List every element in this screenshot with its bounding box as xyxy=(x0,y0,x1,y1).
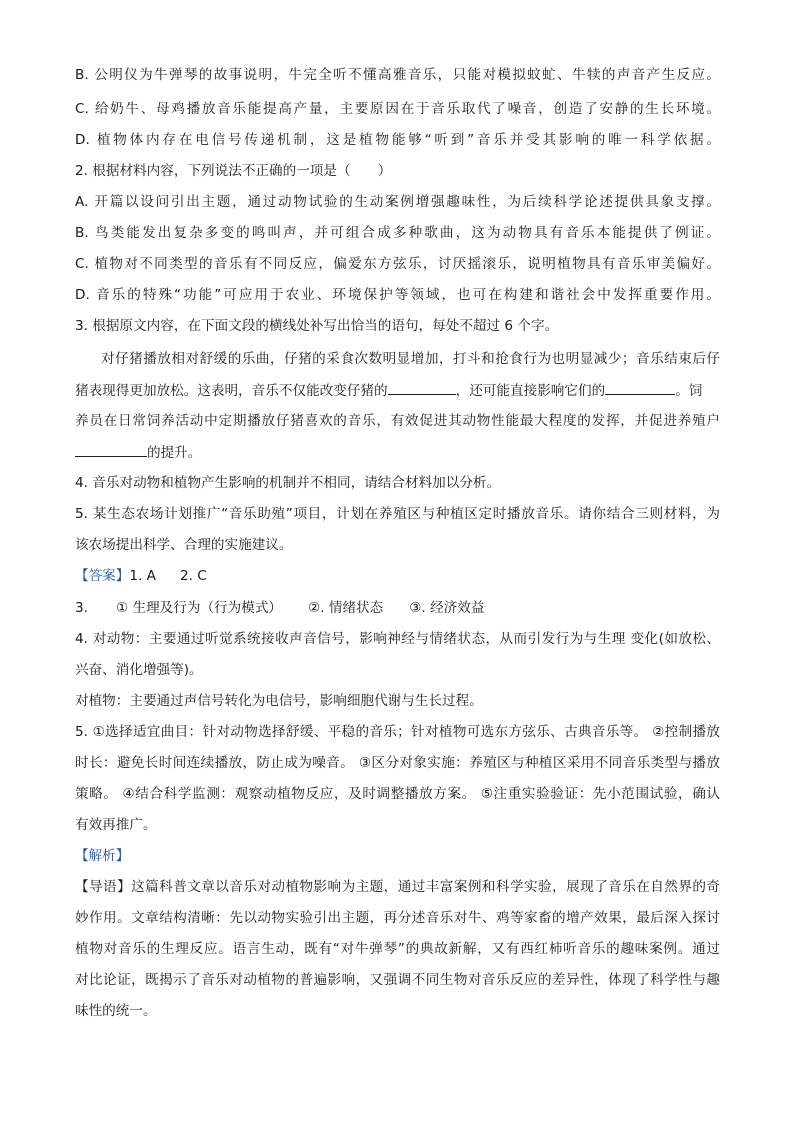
q1-option-d: D. 植物体内存在电信号传递机制，这是植物能够“听到”音乐并受其影响的唯一科学依据。 xyxy=(75,132,720,148)
answer-4-line-3: 对植物：主要通过声信号转化为电信号，影响细胞代谢与生长过程。 xyxy=(75,693,483,709)
q3-blank-2[interactable] xyxy=(605,380,675,395)
q3-passage-line-3: 养员在日常饲养活动中定期播放仔猪喜欢的音乐，有效促进其动物性能最大程度的发挥，并促进养殖户 xyxy=(75,413,720,429)
q2-option-a: A. 开篇以设问引出主题，通过动物试验的生动案例增强趣味性，为后续科学论述提供具象支撑。 xyxy=(75,194,720,210)
answer-3-number: 3. xyxy=(75,600,88,616)
analysis-line-4: 对比论证，既揭示了音乐对动植物的普遍影响，又强调不同生物对音乐反应的差异性，体现了科学性与趣 xyxy=(75,972,720,988)
answer-3-blank-2: ②. 情绪状态 xyxy=(308,600,384,616)
analysis-label: 【解析】 xyxy=(75,848,130,864)
q3-passage-line-1: 对仔猪播放相对舒缓的乐曲，仔猪的采食次数明显增加，打斗和抢食行为也明显减少；音乐结束后仔 xyxy=(101,351,720,367)
answer-4-line-1: 4. 对动物：主要通过听觉系统接收声音信号，影响神经与情绪状态，从而引发行为与生理 变化(如放松、 xyxy=(75,631,720,647)
q3-text-part-c: 。饲 xyxy=(675,383,703,399)
answer-3-blank-1: ① 生理及行为（行为模式） xyxy=(115,600,283,616)
q2-stem: 2. 根据材料内容，下列说法不正确的一项是（ ） xyxy=(75,163,392,179)
q3-text-part-a: 猪表现得更加放松。这表明，音乐不仅能改变仔猪的 xyxy=(75,383,388,399)
answer-line-1 xyxy=(75,566,207,586)
q3-blank-1[interactable] xyxy=(388,380,456,395)
answer-5-line-2: 时长：避免长时间连续播放，防止成为噪音。 ③区分对象实施：养殖区与种植区采用不同音乐类型与播放 xyxy=(75,755,720,771)
answer-5-line-1: 5. ①选择适宜曲目：针对动物选择舒缓、平稳的音乐；针对植物可选东方弦乐、古典音乐等。 ②控制播放 xyxy=(75,724,720,740)
q5-stem-line-2: 该农场提出科学、合理的实施建议。 xyxy=(75,537,293,553)
answer-label: 【答案】 xyxy=(75,568,130,584)
q2-option-b: B. 鸟类能发出复杂多变的鸣叫声，并可组合成多种歌曲，这为动物具有音乐本能提供了例证。 xyxy=(75,225,720,241)
q3-stem: 3. 根据原文内容，在下面文段的横线处补写出恰当的语句，每处不超过 6 个字。 xyxy=(75,318,559,334)
q1-option-b: B. 公明仪为牛弹琴的故事说明，牛完全听不懂高雅音乐，只能对模拟蚊虻、牛犊的声音产生反应。 xyxy=(75,67,720,83)
q3-blank-3[interactable] xyxy=(75,442,147,457)
answer-2: 2. C xyxy=(179,568,207,584)
analysis-line-3: 植物对音乐的生理反应。语言生动，既有“对牛弹琴”的典故新解，又有西红柿听音乐的趣味案例。通过 xyxy=(75,941,720,957)
q2-option-c: C. 植物对不同类型的音乐有不同反应，偏爱东方弦乐，讨厌摇滚乐，说明植物具有音乐审美偏好。 xyxy=(75,256,720,272)
answer-4-line-2: 兴奋、消化增强等)。 xyxy=(75,662,203,678)
q5-stem-line-1: 5. 某生态农场计划推广“音乐助殖”项目，计划在养殖区与种植区定时播放音乐。请你结合三则材料，为 xyxy=(75,506,720,522)
answer-3-blank-3: ③. 经济效益 xyxy=(409,600,485,616)
answer-1: 1. A xyxy=(129,568,156,584)
analysis-line-5: 味性的统一。 xyxy=(75,1003,157,1019)
q3-passage-line-4 xyxy=(75,442,201,463)
answer-line-3 xyxy=(75,598,484,618)
q3-text-part-d: 的提升。 xyxy=(147,445,202,461)
answer-5-line-4: 有效再推广。 xyxy=(75,817,157,833)
q4-stem: 4. 音乐对动物和植物产生影响的机制并不相同，请结合材料加以分析。 xyxy=(75,475,501,491)
answer-5-line-3: 策略。 ④结合科学监测：观察动植物反应，及时调整播放方案。 ⑤注重实验验证：先小范围试验，确认 xyxy=(75,786,720,802)
q1-option-c: C. 给奶牛、母鸡播放音乐能提高产量，主要原因在于音乐取代了噪音，创造了安静的生长环境。 xyxy=(75,101,720,117)
analysis-line-1: 【导语】这篇科普文章以音乐对动植物影响为主题，通过丰富案例和科学实验，展现了音乐在自然界的奇 xyxy=(75,879,720,895)
analysis-line-2: 妙作用。文章结构清晰：先以动物实验引出主题，再分述音乐对牛、鸡等家畜的增产效果，最后深入探讨 xyxy=(75,910,720,926)
q3-passage-line-2 xyxy=(75,380,702,401)
q3-text-part-b: ，还可能直接影响它们的 xyxy=(455,383,606,399)
q2-option-d: D. 音乐的特殊“功能”可应用于农业、环境保护等领域，也可在构建和谐社会中发挥重要作用。 xyxy=(75,287,720,303)
